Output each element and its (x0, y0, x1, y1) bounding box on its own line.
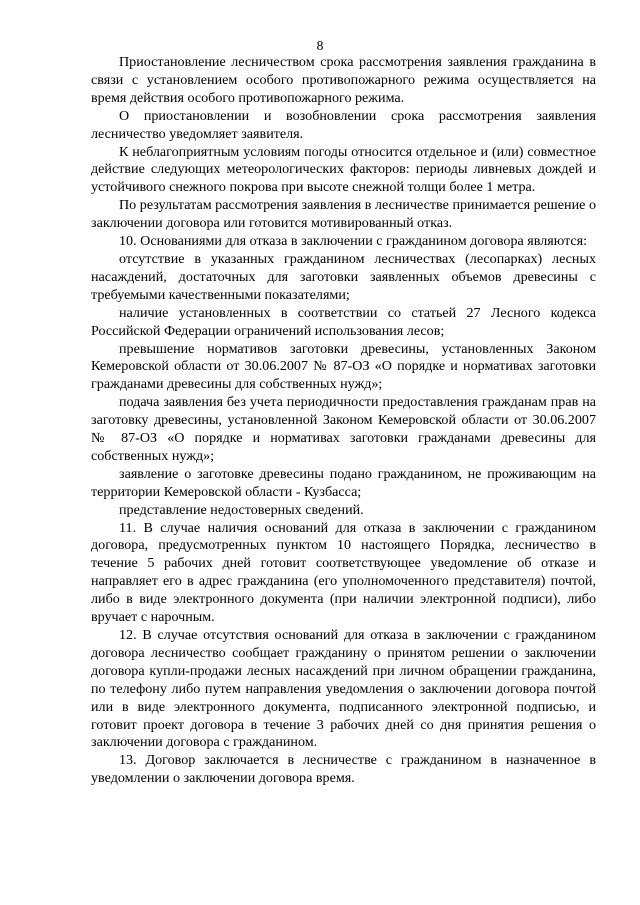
page-number: 8 (316, 38, 324, 53)
paragraph-refusal-ground-false-info: представление недостоверных сведений. (119, 501, 364, 518)
paragraph-refusal-ground-restrictions: наличие установленных в соответствии со статьей 27 Лесного кодекса Российской Федерации ограничений использования лесов; (91, 304, 596, 339)
paragraph-item-13: 13. Договор заключается в лесничестве с гражданином в назначенное в уведомлении о заключении договора время. (91, 752, 596, 787)
paragraph-refusal-ground-no-stands: отсутствие в указанных гражданином лесничествах (лесопарках) лесных насаждений, достаточных для заготовки заявленных объемов древесины с требуемыми качественными показателями; (91, 250, 596, 303)
paragraph-weather-conditions: К неблагоприятным условиям погоды относится отдельное и (или) совместное действие следующих метеорологических факторов: периоды ливневых дождей и устойчивого снежного покрова при высоте снежной толщи более 1 метра. (91, 143, 596, 196)
paragraph-suspension-fire-regime: Приостановление лесничеством срока рассмотрения заявления гражданина в связи с установлением особого противопожарного режима осуществляется на время действия особого противопожарного режима. (91, 54, 596, 106)
paragraph-suspension-notice: О приостановлении и возобновлении срока рассмотрения заявления лесничество уведомляет заявителя. (91, 107, 596, 142)
paragraph-item-10-heading: 10. Основаниями для отказа в заключении с гражданином договора являются: (119, 233, 588, 250)
paragraph-refusal-ground-residence: заявление о заготовке древесины подано гражданином, не проживающим на территории Кемеровской области - Кузбасса; (91, 465, 596, 500)
paragraph-review-result: По результатам рассмотрения заявления в лесничестве принимается решение о заключении договора или готовится мотивированный отказ. (91, 197, 596, 232)
paragraph-item-11: 11. В случае наличия оснований для отказа в заключении с гражданином договора, предусмотренных пунктом 10 настоящего Порядка, лесничество в течение 5 рабочих дней готовит соответствующее уведомление об отказе и направляет его в адрес гражданина (его уполномоченного представителя) почтой, либо в виде электронного документа (при наличии электронной подписи), либо вручает с нарочным. (91, 519, 596, 626)
paragraph-item-12: 12. В случае отсутствия оснований для отказа в заключении с гражданином договора лесничество сообщает гражданину о принятом решении о заключении договора купли-продажи лесных насаждений при личном обращении гражданина, по телефону либо путем направления уведомления о заключении договора почтой или в виде электронного документа, подписанного электронной подписью, и готовит проект договора в течение 3 рабочих дней со дня принятия решения о заключении договора с гражданином. (91, 627, 596, 751)
document-body (91, 54, 596, 788)
paragraph-refusal-ground-periodicity: подача заявления без учета периодичности предоставления гражданам прав на заготовку древесины, установленной Законом Кемеровской области от 30.06.2007 № 87-ОЗ «О порядке и нормативах заготовки гражданами древесины для собственных нужд»; (91, 394, 596, 464)
paragraph-refusal-ground-norms-exceeded: превышение нормативов заготовки древесины, установленных Законом Кемеровской области от 30.06.2007 № 87-ОЗ «О порядке и нормативах заготовки гражданами древесины для собственных нужд»; (91, 340, 596, 393)
